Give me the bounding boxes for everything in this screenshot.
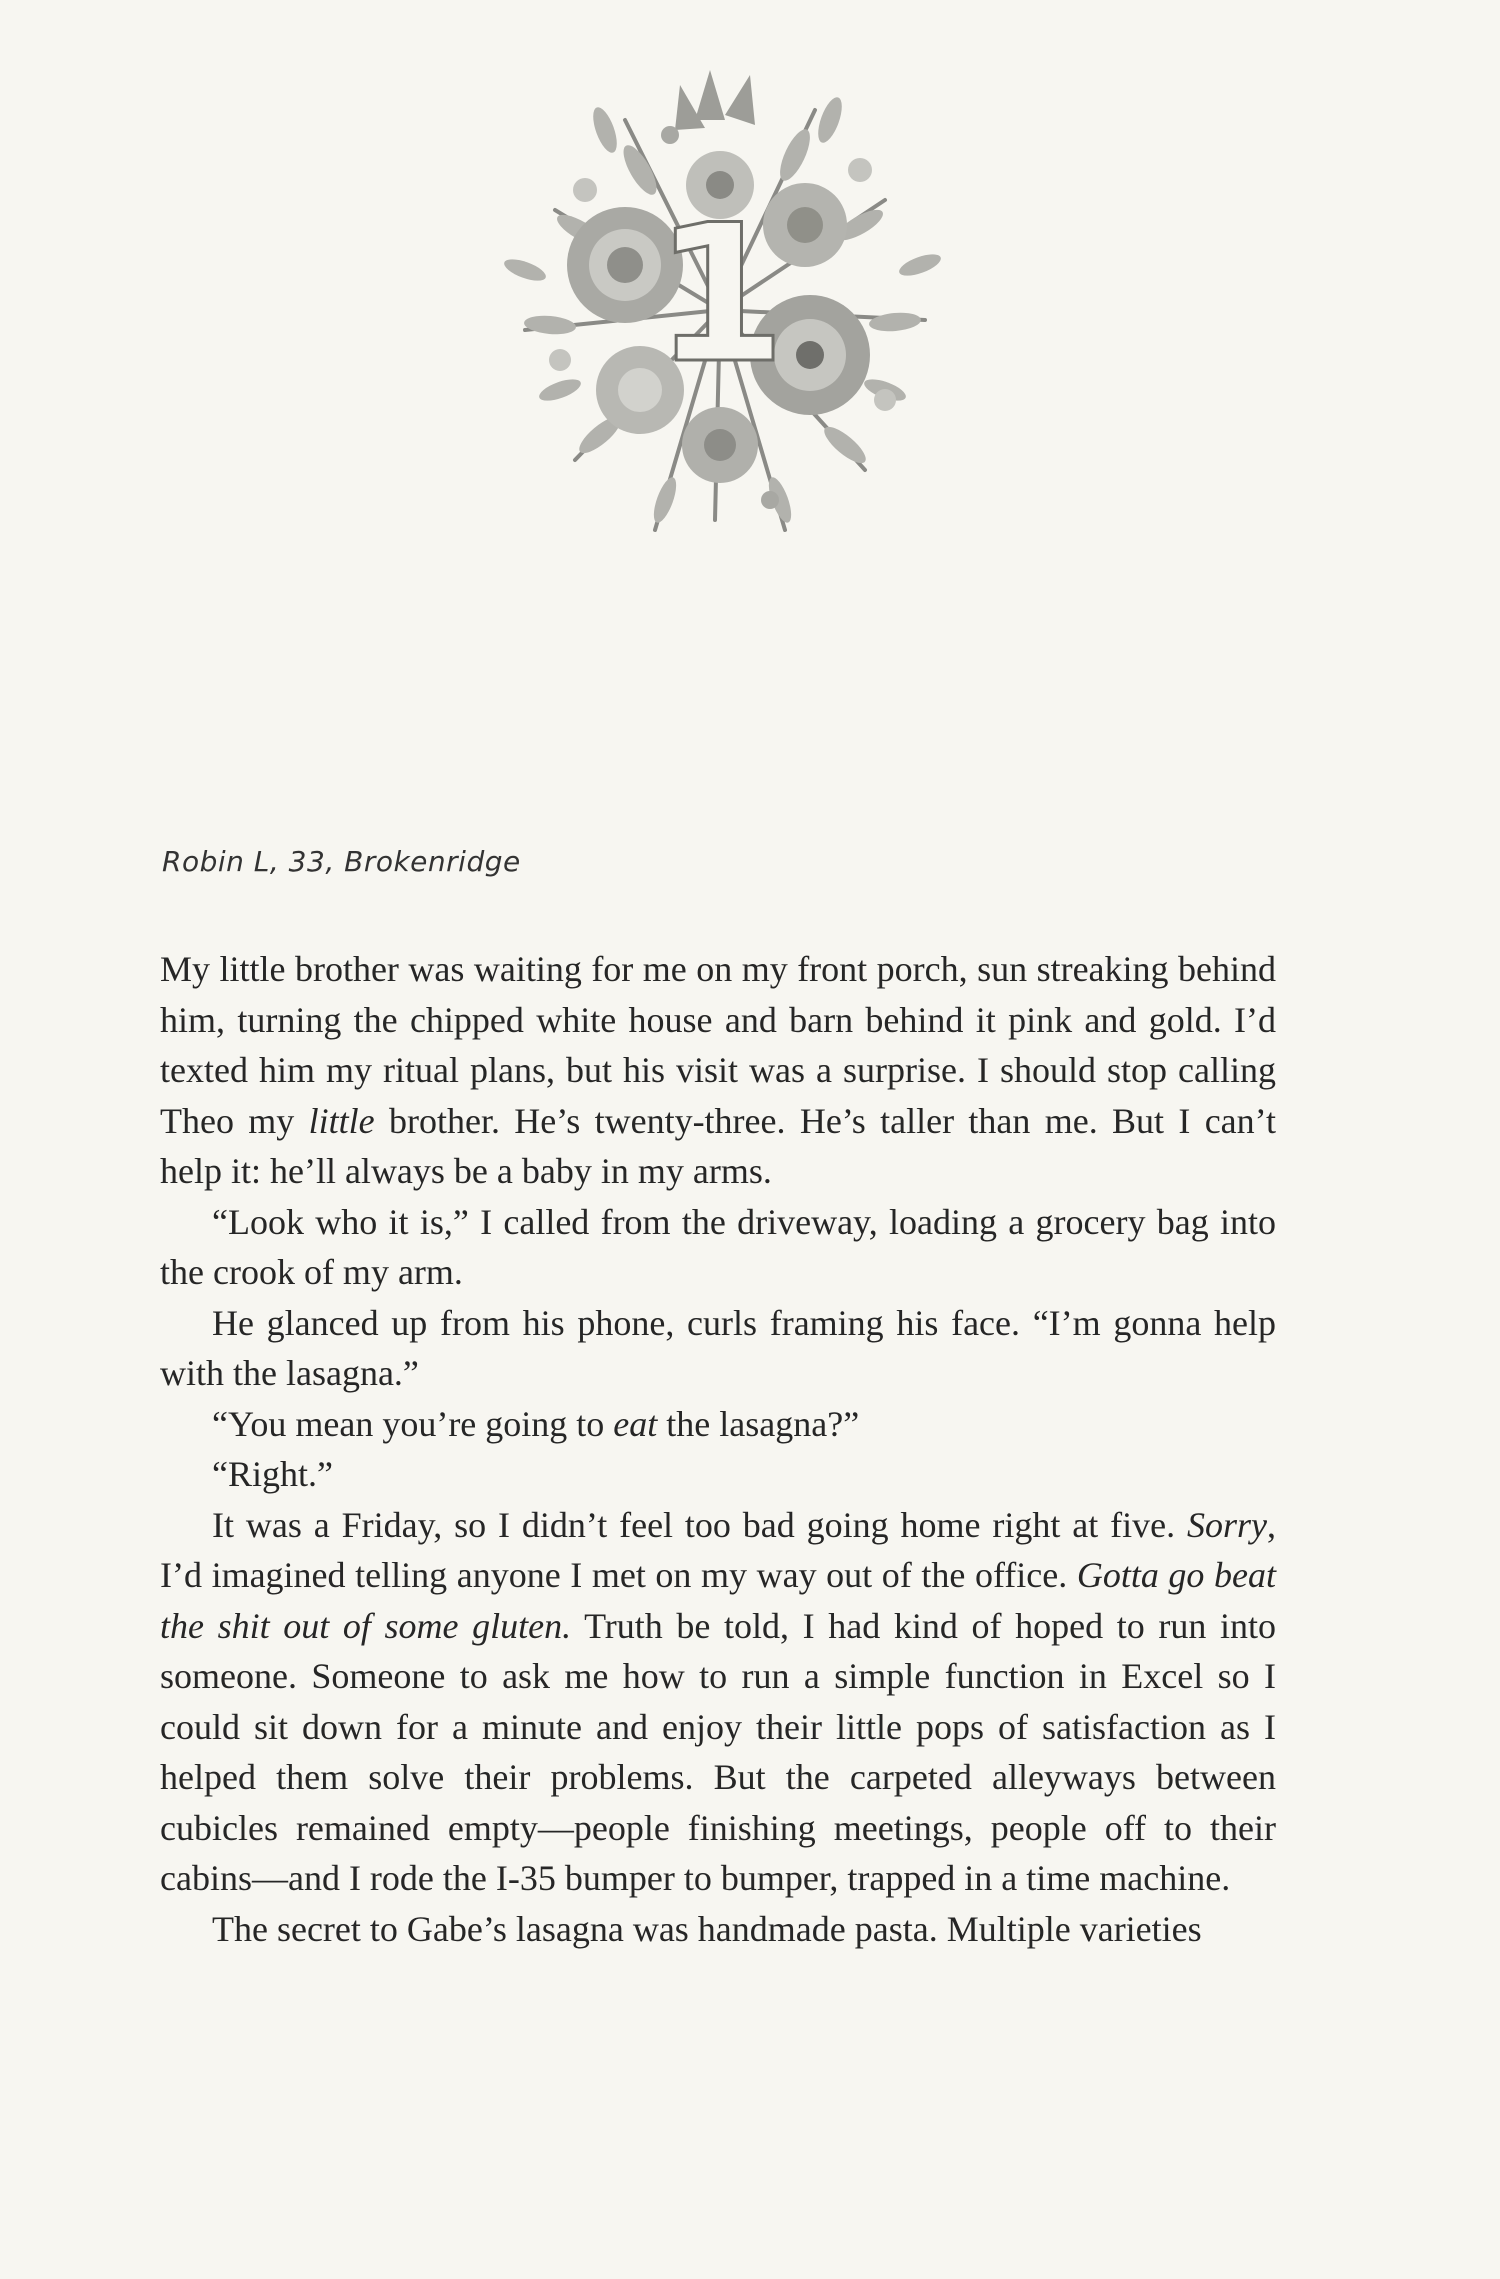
text-run: The secret to Gabe’s lasagna was handmade pasta. Multiple varieties: [212, 1908, 1202, 1949]
chapter-byline: Robin L, 33, Brokenridge: [162, 845, 521, 878]
text-run: My little brother was waiting for me on my front porch, sun streaking behind him, turning the chipped white house and barn behind it pink and gold. I’d texted him my ritual plans, but his visit was a surprise. I should stop calling Theo my: [160, 949, 1276, 1141]
text-run: brother. He’s twenty-three. He’s taller than me. But I can’t help it: he’ll always be a baby in my arms.: [160, 1100, 1276, 1191]
chapter-number: 1: [653, 184, 787, 405]
paragraph: [160, 1197, 1276, 1298]
text-run: “Look who it is,” I called from the driveway, loading a grocery bag into the crook of my arm.: [160, 1201, 1276, 1292]
text-run: He glanced up from his phone, curls framing his face. “I’m gonna help with the lasagna.”: [160, 1302, 1276, 1393]
italic-text: Sorry: [1187, 1504, 1267, 1545]
text-run: , I’d imagined telling anyone I met on my way out of the office.: [160, 1504, 1276, 1595]
text-run: Truth be told, I had kind of hoped to run into someone. Someone to ask me how to run a simple function in Excel so I could sit down for a minute and enjoy their little pops of satisfaction as I helped them solve their problems. But the carpeted alleyways between cubicles remained empty—people finishing meetings, people off to their cabins—and I rode the I-35 bumper to bumper, trapped in a time machine.: [160, 1605, 1276, 1898]
text-run: the lasagna?”: [657, 1403, 860, 1444]
italic-text: eat: [613, 1403, 658, 1444]
text-run: “You mean you’re going to: [212, 1403, 614, 1444]
paragraph: [160, 1904, 1276, 1955]
paragraph: [160, 1449, 1276, 1500]
chapter-body: [160, 944, 1276, 1954]
paragraph: [160, 1298, 1276, 1399]
floral-wreath-icon: [465, 60, 975, 560]
text-run: “Right.”: [212, 1454, 333, 1494]
paragraph: [160, 1399, 1276, 1450]
paragraph: [160, 1500, 1276, 1904]
paragraph: [160, 944, 1276, 1197]
text-run: It was a Friday, so I didn’t feel too bad going home right at five.: [212, 1504, 1187, 1545]
italic-text: little: [308, 1100, 375, 1141]
italic-text: Gotta go beat the shit out of some gluten.: [160, 1555, 1277, 1646]
